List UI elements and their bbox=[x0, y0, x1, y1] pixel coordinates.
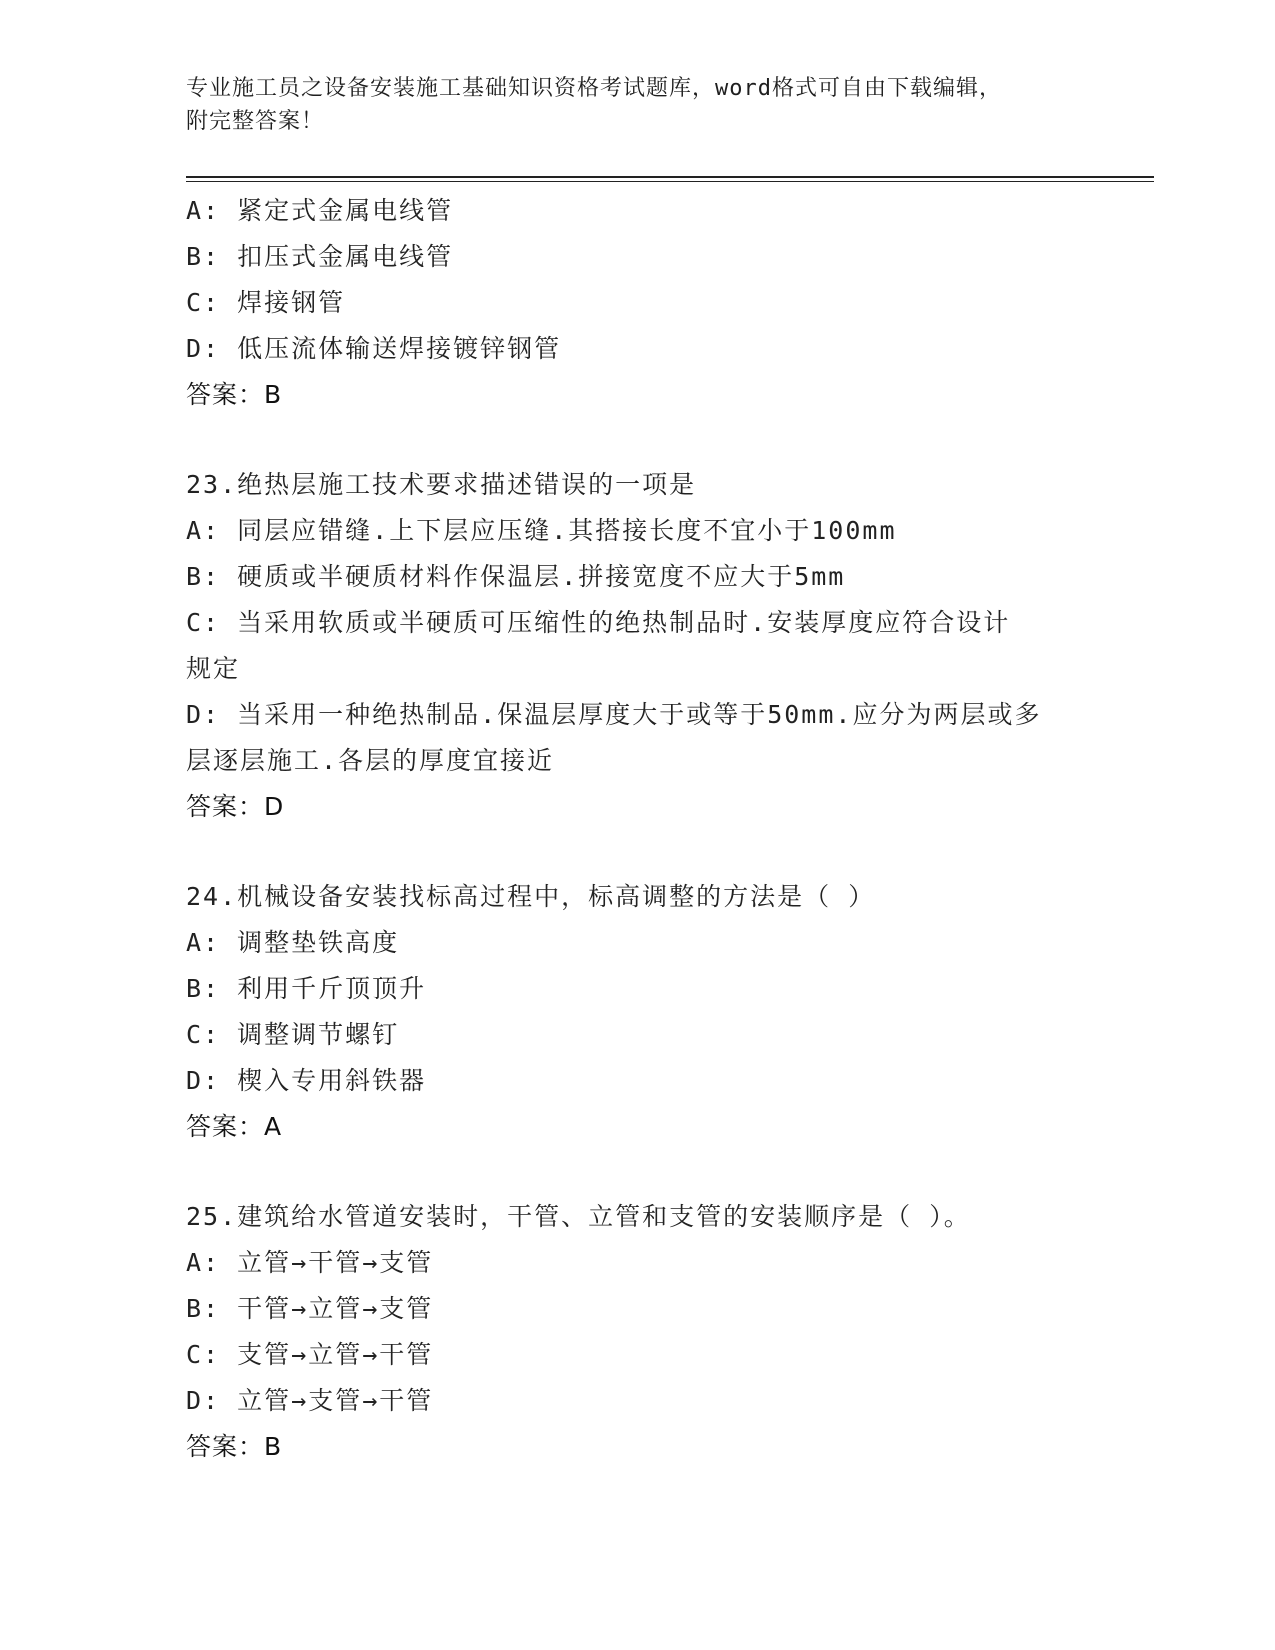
header-rule-thick bbox=[186, 176, 1154, 178]
header-rule-thin bbox=[186, 181, 1154, 182]
option-d: D: 楔入专用斜铁器 bbox=[186, 1066, 427, 1095]
option-d-line-1: D: 当采用一种绝热制品.保温层厚度大于或等于50mm.应分为两层或多 bbox=[186, 700, 1042, 729]
option-b: B: 利用千斤顶顶升 bbox=[186, 974, 427, 1003]
option-a: A: 紧定式金属电线管 bbox=[186, 196, 454, 225]
question-text: 23.绝热层施工技术要求描述错误的一项是 bbox=[186, 470, 697, 499]
header-line-1: 专业施工员之设备安装施工基础知识资格考试题库，word格式可自由下载编辑， bbox=[186, 76, 1002, 101]
option-b: B: 扣压式金属电线管 bbox=[186, 242, 454, 271]
question-24 bbox=[186, 874, 1086, 1150]
question-list bbox=[186, 188, 1086, 1470]
answer: 答案：B bbox=[186, 380, 283, 409]
question-23 bbox=[186, 462, 1086, 830]
option-d-line-2: 层逐层施工.各层的厚度宜接近 bbox=[186, 746, 555, 775]
option-c: C: 调整调节螺钉 bbox=[186, 1020, 400, 1049]
question-22 bbox=[186, 188, 1086, 418]
answer: 答案：B bbox=[186, 1432, 283, 1461]
spacer bbox=[186, 418, 1086, 462]
option-d: D: 立管→支管→干管 bbox=[186, 1386, 434, 1415]
spacer bbox=[186, 830, 1086, 874]
option-d: D: 低压流体输送焊接镀锌钢管 bbox=[186, 334, 562, 363]
document-header bbox=[186, 72, 1066, 138]
header-line-2: 附完整答案！ bbox=[186, 109, 325, 134]
answer: 答案：A bbox=[186, 1112, 283, 1141]
option-c-line-2: 规定 bbox=[186, 654, 241, 683]
option-b: B: 干管→立管→支管 bbox=[186, 1294, 434, 1323]
option-c: C: 支管→立管→干管 bbox=[186, 1340, 434, 1369]
answer: 答案：D bbox=[186, 792, 285, 821]
question-text: 25.建筑给水管道安装时，干管、立管和支管的安装顺序是（ ）。 bbox=[186, 1202, 971, 1231]
option-a: A: 调整垫铁高度 bbox=[186, 928, 400, 957]
question-25 bbox=[186, 1194, 1086, 1470]
option-c-line-1: C: 当采用软质或半硬质可压缩性的绝热制品时.安装厚度应符合设计 bbox=[186, 608, 1011, 637]
option-a: A: 同层应错缝.上下层应压缝.其搭接长度不宜小于100mm bbox=[186, 516, 897, 545]
option-b: B: 硬质或半硬质材料作保温层.拼接宽度不应大于5mm bbox=[186, 562, 846, 591]
option-c: C: 焊接钢管 bbox=[186, 288, 346, 317]
question-text: 24.机械设备安装找标高过程中，标高调整的方法是（ ） bbox=[186, 882, 876, 911]
spacer bbox=[186, 1150, 1086, 1194]
option-a: A: 立管→干管→支管 bbox=[186, 1248, 434, 1277]
